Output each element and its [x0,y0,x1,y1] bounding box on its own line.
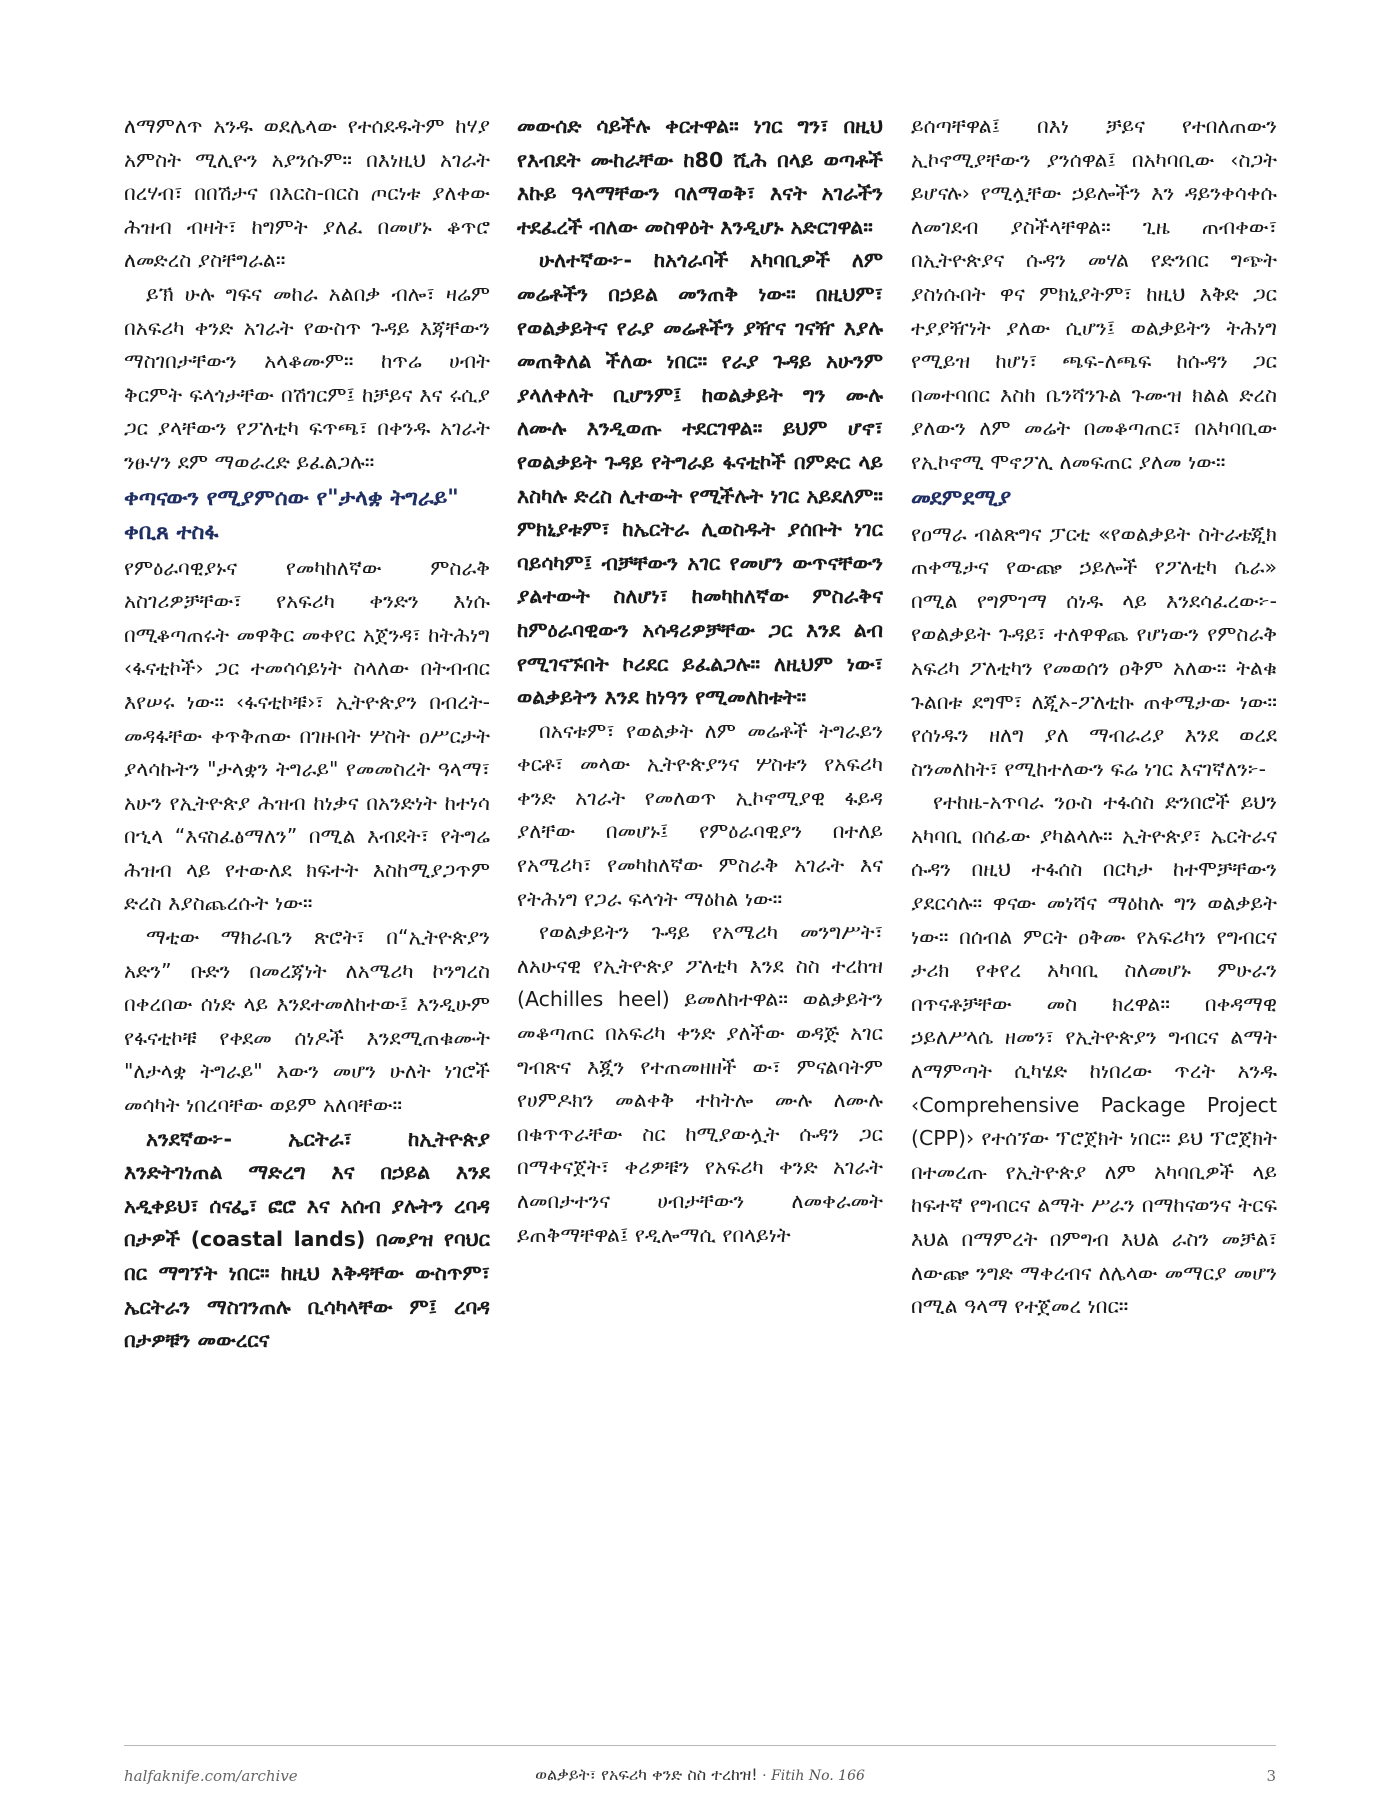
paragraph-bold: አንደኛው፦- ኤርትራ፣ ከኢትዮጵያ እንድትገነጠል ማድረግ እና በኃይል እንደ አዲቀይህ፣ ሰናፌ፣ ፎሮ እና አሰብ ያሉትን ረባዳ በታዎች (coastal lands) በመያዝ የባህር በር ማግኘት ነበር። ከዚህ እቅዳቸው ውስጥም፣ ኤርትራን ማስገንጠሉ ቢሳካላቸው ም፤ ረባዳ በታዎቹን መውረርና [124,1126,490,1353]
section-heading: መደምደሚያ [911,485,1012,511]
article-body [124,110,1276,1710]
paragraph: ለማምለጥ አንዱ ወደሌላው የተሰደዱትም ከሃያ አምስት ሚሊዮን አያንሱም። በእነዚህ አገራት በረሃብ፣ በበሽታና በእርስ-በርስ ጦርነቱ ያለቀው ሕዝብ ብዛት፣ ከግምት ያለፈ በመሆኑ ቆጥሮ ለመድረስ ያስቸግራል። [124,114,490,273]
paragraph: በአናቱም፣ የወልቃት ለም መሬቶች ትግራይን ቀርቶ፣ መላው ኢትዮጵያንና ሦስቱን የአፍሪካ ቀንድ አገራት የመለወጥ ኢኮኖሚያዊ ፋይዳ ያለቸው በመሆኑ፤ የምዕራባዊያን በተለይ የአሜሪካ፣ የመካከለኛው ምስራቅ አገራት እና የትሕነግ የጋራ ፍላጎት ማዕከል ነው። [517,718,883,911]
paragraph: ማቲው ማክራቤን ጽሮት፣ በ“ኢትዮጵያን አድን” ቡድን በመረጃነት ለአሜሪካ ኮንግረስ በቀረበው ሰነድ ላይ እንደተመለከተው፤ እንዲሁም የፋናቲኮቹ የቀደመ ሰነዶች እንደሚጠቁሙት "ለታላቋ ትግራይ" እውን መሆን ሁለት ነገሮች መሳካት ነበረባቸው ወይም አለባቸው። [124,925,490,1118]
paragraph: የዐማራ ብልጽግና ፓርቲ «የወልቃይት ስትራቴጂክ ጠቀሜታና የውጬ ኃይሎች የፖለቲካ ሴራ» በሚል የግምገማ ሰነዱ ላይ እንደሳፈረው፦- የወልቃይት ጉዳይ፣ ተለዋዋጨ የሆነውን የምስራቅ አፍሪካ ፖለቲካን የመወሰን ዐቅም አለው። ትልቁ ጉልበቱ ደግሞ፣ ለጂኦ-ፖለቲኩ ጠቀሜታው ነው። የሰነዱን ዘለግ ያለ ማብራሪያ እንደ ወረደ ስንመለከት፣ የሚከተለውን ፍሬ ነገር እናገኛለን፦- [911,521,1277,781]
section-heading: ቀጣናውን የሚያምሰው የ"ታላቋ ትግራይ" ቀቢጸ ተስፋ [124,485,459,545]
column-2 [517,110,883,1252]
footer-separator: · [757,1768,772,1784]
footer-issue: Fitih No. 166 [771,1768,865,1784]
paragraph: የተከዜ-አጥባራ ንዑስ ተፋሰስ ድንበሮች ይህን አካባቢ በሰፊው ያካልላሉ። ኢትዮጵያ፣ ኤርትራና ሱዳን በዚህ ተፋሰስ በርካታ ከተሞቻቸውን ያደርሳሉ። ዋናው መነሻና ማዕከሉ ግን ወልቃይት ነው። በሰብል ምርት ዐቅሙ የአፍሪካን የግብርና ታሪክ የቀየረ አካባቢ ስለመሆኑ ምሁራን በጥናቶቻቸው መስ ክረዋል። በቀዳማዊ ኃይለሥላሴ ዘመን፣ የኢትዮጵያን ግብርና ልማት ለማምጣት ሲካሄድ ከነበረው ጥረት አንዱ ‹Comprehensive Package Project (CPP)› የተሰኘው ፕሮጀክት ነበር። ይህ ፕሮጀክት በተመረጡ የኢትዮጵያ ለም አካባቢዎች ላይ ከፍተኛ የግብርና ልማት ሥራን በማከናወንና ትርፍ እህል በማምረት በምግብ እህል ራስን መቻል፣ ለውጬ ንግድ ማቀረብና ለሌላው መማርያ መሆን በሚል ዓላማ የተጀመረ ነበር። [911,790,1277,1319]
column-1 [124,110,490,1358]
paragraph: ይኽ ሁሉ ግፍና መከራ አልበቃ ብሎ፣ ዛሬም በአፍሪካ ቀንድ አገራት የውስጥ ጉዳይ እጃቸውን ማስገበታቸውን አላቆሙም። ከጥሬ ሀብት ቅርምት ፍላጎታቸው በሽገርም፤ ከቻይና እና ሩሲያ ጋር ያላቸውን የፖለቲካ ፍጥጫ፣ በቀንዱ አገራት ንፁሃን ደም ማወራረድ ይፈልጋሉ። [124,281,490,474]
paragraph-bold: ሁለተኛው፦- ከአጎራባች አካባቢዎች ለም መሬቶችን በኃይል መንጠቅ ነው። በዚህም፣ የወልቃይትና የራያ መሬቶችን ያዥና ገናዥ እያሉ መጠቅለል ችለው ነበር። የራያ ጉዳይ አሁንም ያላለቀለት ቢሆንም፤ ከወልቃይት ግን ሙሉ ለሙሉ እንዲወጡ ተደርገዋል። ይህም ሆኖ፣ የወልቃይት ጉዳይ የትግራይ ፋናቲኮች በምድር ላይ እስካሉ ድረስ ሊተውት የሚችሉት ነገር አይደለም። ምክኒያቱም፣ ከኤርትራ ሊወስዱት ያሰቡት ነገር ባይሳካም፤ ብቻቸውን አገር የመሆን ውጥናቸውን ያልተውት ስለሆነ፣ ከመካከለኛው ምስራቅና ከምዕራባዊውን አሳዳሪዎቻቸው ጋር እንደ ልብ የሚገናኙበት ኮሪደር ይፈልጋሉ። ለዚህም ነው፣ ወልቃይትን እንደ ከነዓን የሚመለከቱት። [517,248,883,710]
footer-title [124,1765,1276,1785]
page-footer [124,1745,1276,1785]
paragraph: የወልቃይትን ጉዳይ የአሜሪካ መንግሥት፣ ለአሁናዊ የኢትዮጵያ ፖለቲካ እንደ ስስ ተረከዝ (Achilles heel) ይመለከተዋል። ወልቃይትን መቆጣጠር በአፍሪካ ቀንድ ያለችው ወዳጅ አገር ግብጽና እጇን የተጠመዘዘች ው፣ ምናልባትም የሀምዶክን መልቀቅ ተከትሎ ሙሉ ለሙሉ በቁጥጥራቸው ስር ከሚያውሏት ሱዳን ጋር በማቀናጀት፣ ቀሪዎቹን የአፍሪካ ቀንድ አገራት ለመበታተንና ሀብታቸውን ለመቀራመት ይጠቅማቸዋል፤ የዲሎማሲ የበላይነት [517,920,883,1247]
page-number: 3 [1266,1767,1276,1785]
column-3 [911,110,1277,1324]
paragraph: የምዕራባዊያኑና የመካከለኛው ምስራቅ አስገሪዎቻቸው፣ የአፍሪካ ቀንድን እነሱ በሚቆጣጠሩት መዋቅር መቀየር አጀንዳ፣ ከትሕነግ ‹ፋናቲኮች› ጋር ተመሳሳይነት ስላለው በትብብር እየሠሩ ነው። ‹ፋናቲኮቹ›፣ ኢትዮጵያን በብረት-መዳፋቸው ቀጥቅጠው በገዙበት ሦስት ዐሥርታት ያላሳኩትን "ታላቋን ትግራይ" የመመስረት ዓላማ፣ አሁን የኢትዮጵያ ሕዝብ ከነቃና በአንድነት ከተነሳ በኂላ “እናስፈፅማለን” በሚል እብደት፣ የትግሬ ሕዝብ ላይ የተውለደ ክፍተት እስከሚያጋጥም ድረስ እያስጨረሱት ነው። [124,555,490,916]
paragraph-bold: መውሰድ ሳይችሉ ቀርተዋል። ነገር ግን፣ በዚህ የእብደት ሙከራቸው ከ80 ሺሕ በላይ ወጣቶች እኩይ ዓላማቸውን ባለማወቅ፣ እናት አገራችን ተደፈረች ብለው መስዋዕት እንዲሆኑ አድርገዋል። [517,114,883,239]
footer-site-link[interactable]: halfaknife.com/archive [124,1767,298,1785]
paragraph: ይሰጣቸዋል፤ በእነ ቻይና የተበለጠውን ኢኮኖሚያቸውን ያንሰዋል፤ በአካባቢው ‹ስጋት ይሆናሉ› የሚሏቸው ኃይሎችን እን ዳይንቀሳቀሱ ለመገደብ ያስችላቸዋል። ጊዜ ጠብቀው፣ በኢትዮጵያና ሱዳን መሃል የድንበር ግጭት ያስነሱበት ዋና ምክኒያትም፣ ከዚህ እቅድ ጋር ተያያዥነት ያለው ሲሆን፤ ወልቃይትን ትሕነግ የሚይዝ ከሆነ፣ ጫፍ-ለጫፍ ከሱዳን ጋር በመተባበር እስከ ቤንሻንጉል ጉሙዝ ክልል ድረስ ያለውን ለም መሬት በመቆጣጠር፣ በአካባቢው የኢኮኖሚ ሞኖፖሊ ለመፍጠር ያለመ ነው። [911,114,1277,474]
footer-article-title: ወልቃይት፣ የአፍሪካ ቀንድ ስስ ተረከዝ! [535,1765,758,1784]
footer-divider [124,1745,1276,1746]
